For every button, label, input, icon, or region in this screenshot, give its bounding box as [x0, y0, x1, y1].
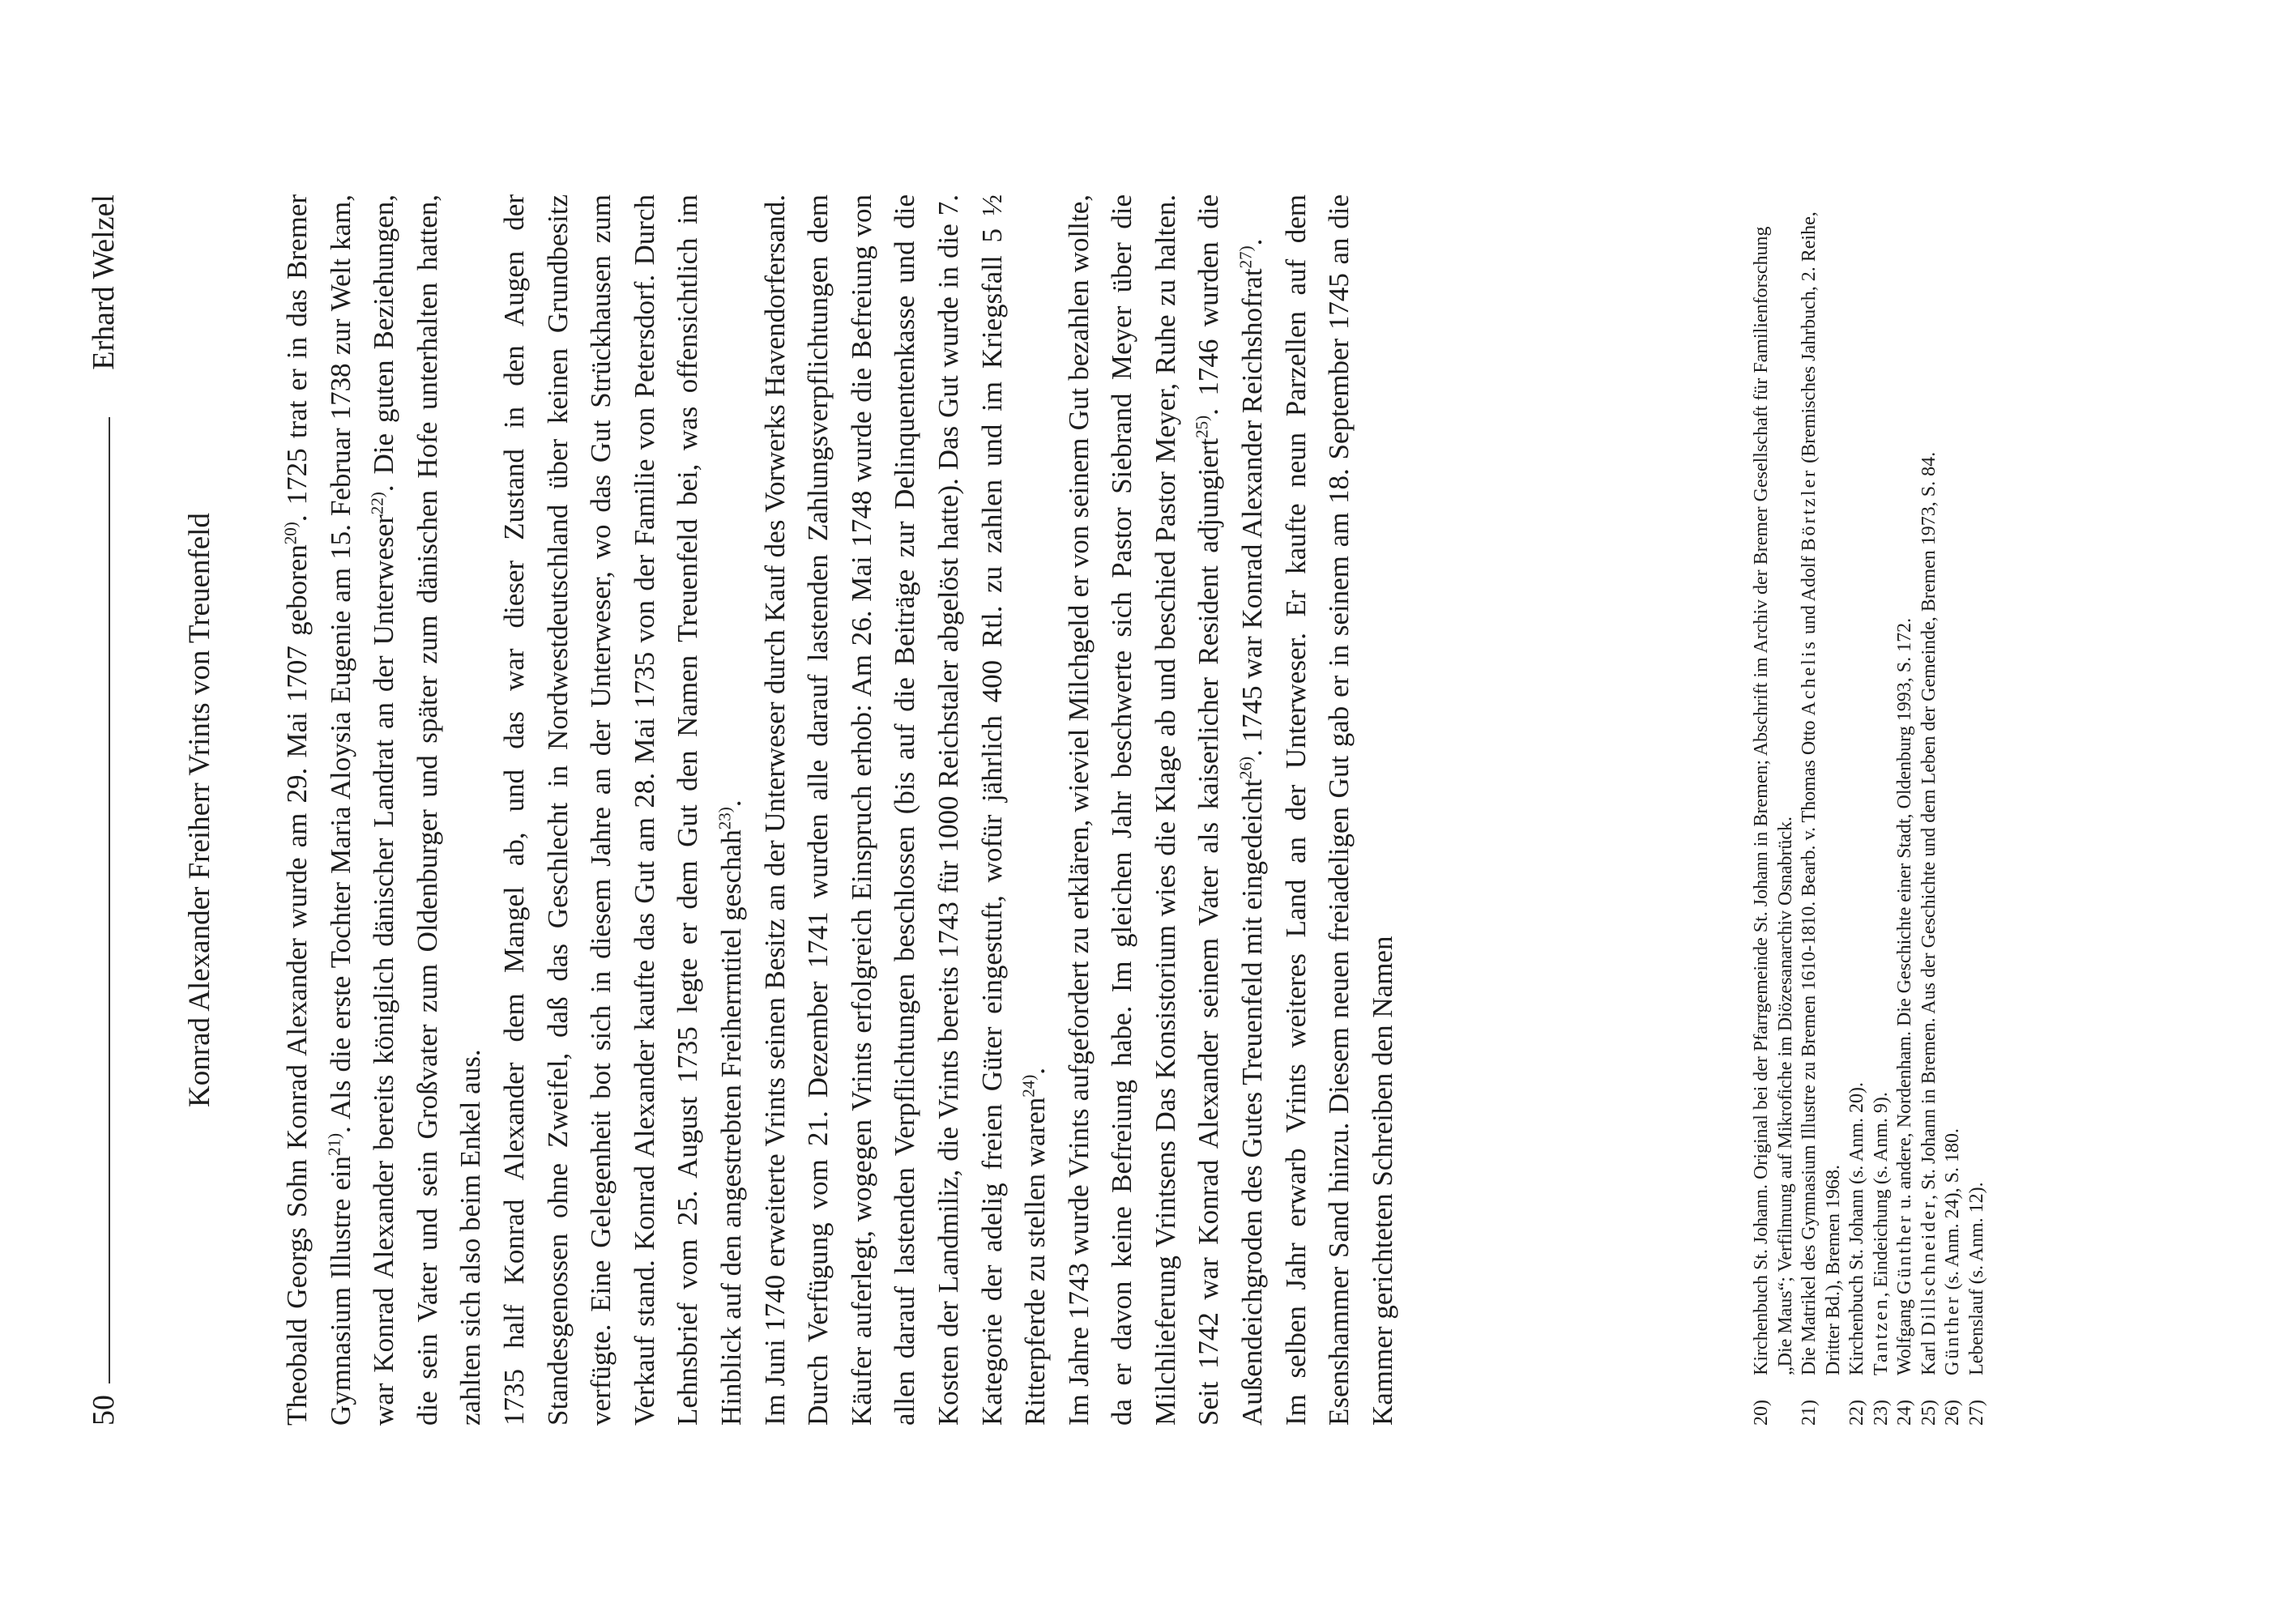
footnote-text	[1750, 194, 1798, 1375]
footnote-22	[1846, 194, 1870, 1426]
footnote-text	[1918, 194, 1942, 1375]
footnote-ref-23: 23)	[715, 807, 735, 830]
footnote-ref-22: 22)	[367, 492, 387, 515]
author-name: Achelis	[1799, 639, 1820, 716]
text-run: Im Juni 1740 erweiterte Vrints seinen Besitz an der Unterweser durch Kauf des Vorwerks Havendorfersand. Durch Verfügung vom 21. Dezember 1741 wurden alle darauf lastenden Zahlungsverpflichtungen dem Käufer auferlegt, wogegen Vrints erfolgreich Einspruch erhob: Am 26. Mai 1748 wurde die Befreiung von allen darauf lastenden Verpflichtungen beschlossen (bis auf die Beiträge zur Delinquentenkasse und die Kosten der Landmiliz, die Vrints bereits 1743 für 1000 Reichstaler abgelöst hatte). Das Gut wurde in die 7. Kategorie der adelig freien Güter eingestuft, wofür jährlich 400 Rtl. zu zahlen und im Kriegsfall 5 ½ Ritterpferde zu stellen waren	[758, 194, 1052, 1426]
footnote-ref-26: 26)	[1235, 757, 1256, 779]
running-header	[81, 194, 130, 1426]
footnote-ref-20: 20)	[280, 522, 301, 545]
paragraph-4	[1057, 194, 1274, 1426]
section-title: Konrad Alexander Freiherr Vrints von Treuenfeld	[183, 513, 216, 1107]
footnote-25	[1918, 194, 1942, 1426]
text-run: (Bremisches Jahrbuch, 2. Reihe, Dritter Bd.), Bremen 1968.	[1799, 211, 1844, 1375]
footnote-ref-25: 25)	[1192, 415, 1212, 438]
footnote-20	[1750, 194, 1798, 1426]
book-page	[81, 194, 2220, 1426]
footnote-number: 24)	[1894, 1400, 1915, 1426]
paragraph-3	[753, 194, 1057, 1426]
text-run: .	[1236, 238, 1269, 246]
text-run: . 1725 trat er in das Bremer Gymnasium Illustre ein	[281, 194, 356, 1426]
footnote-text	[1846, 194, 1870, 1375]
footnote-ref-24: 24)	[1018, 1074, 1039, 1098]
text-run: Im selben Jahr erwarb Vrints weiteres Land an der Unterweser. Er kaufte neun Parzellen auf dem Esenshammer Sand hinzu. Diesem neuen freiadeligen Gut gab er in seinem am 18. September 1745 an die Kammer gerichteten Schreiben den Namen	[1279, 194, 1398, 1426]
author-name: Tantzen	[1870, 1297, 1892, 1375]
paragraph-1	[275, 194, 493, 1426]
text-run: Kirchenbuch St. Johann (s. Anm. 20).	[1846, 1082, 1867, 1375]
text-run: , St. Johann in Bremen. Aus der Geschichte und dem Leben der Gemeinde, Bremen 1973, S. 84.	[1918, 451, 1940, 1200]
footnote-text	[1893, 194, 1918, 1375]
footnote-text	[1798, 194, 1846, 1375]
footnote-text	[1870, 194, 1894, 1375]
text-run: 1735 half Konrad Alexander dem Mangel ab, und das war dieser Zustand in den Augen der Standesgenossen ohne Zweifel, daß das Geschlecht in Nordwestdeutschland über keinen Grundbesitz verfügte. Eine Gelegenheit bot sich in diesem Jahre an der Unterweser, wo das Gut Strückhausen zum Verkauf stand. Konrad Alexander kaufte das Gut am 28. Mai 1735 von der Familie von Petersdorf. Durch Lehnsbrief vom 25. August 1735 legte er dem Gut den Namen Treuenfeld bei, was offensichtlich im Hinblick auf den angestrebten Freiherrntitel geschah	[497, 194, 747, 1426]
text-run: .	[1019, 1068, 1052, 1075]
footnote-number: 22)	[1846, 1400, 1867, 1426]
footnote-number: 21)	[1799, 1400, 1820, 1426]
text-run: (s. Anm. 24), S. 180.	[1942, 1128, 1963, 1295]
author-name: Börtzler	[1799, 467, 1820, 552]
running-head-author: Erhard Welzel	[87, 194, 121, 370]
footnote-21	[1798, 194, 1846, 1426]
footnote-number: 20)	[1751, 1400, 1772, 1426]
author-name: Günther	[1894, 1213, 1915, 1294]
text-run: und Adolf	[1799, 551, 1820, 640]
text-run: .	[715, 799, 747, 808]
page-number: 50	[87, 1395, 121, 1426]
footnote-24	[1893, 194, 1918, 1426]
text-run: , Eindeichung (s. Anm. 9).	[1870, 1092, 1892, 1298]
footnote-23	[1870, 194, 1894, 1426]
text-run: . Die guten Beziehungen, die sein Vater und sein Großvater zum Oldenburger und später zum dänischen Hofe unterhalten hatten, zahlten sich also beim Enkel aus.	[368, 194, 487, 1426]
text-run: Theobald Georgs Sohn Konrad Alexander wurde am 29. Mai 1707 geboren	[281, 544, 313, 1426]
footnote-ref-21: 21)	[323, 1132, 344, 1156]
footnote-text	[1965, 194, 1990, 1375]
footnote-number: 27)	[1965, 1400, 1987, 1426]
footnotes	[1750, 194, 1989, 1426]
header-rule	[109, 417, 110, 1383]
text-run: Im Jahre 1743 wurde Vrints aufgefordert zu erklären, wieviel Milchgeld er von seinem Gut bezahlen wollte, da er davon keine Befreiung habe. Im gleichen Jahr beschwerte sich Pastor Siebrand Meyer über die Milchlieferung Vrintsens Das Konsistorium wies die Klage ab und beschied Pastor Meyer, Ruhe zu halten. Seit 1742 war Konrad Alexander seinem Vater als kaiserlicher Resident adjungiert	[1062, 194, 1225, 1426]
author-name: Dillschneider	[1918, 1200, 1940, 1336]
text-run: . 1746 wurden die Außendeichgroden des Gutes Treuenfeld mit eingedeicht	[1193, 194, 1269, 1426]
footnote-26	[1941, 194, 1965, 1426]
text-run: Die Matrikel des Gymnasium Illustre zu Bremen 1610-1810. Bearb. v. Thomas Otto	[1799, 715, 1820, 1375]
text-run: . 1745 war Konrad Alexander Reichshofrat	[1236, 268, 1269, 757]
text-run: Lebenslauf (s. Anm. 12).	[1965, 1182, 1987, 1375]
paragraph-2	[493, 194, 753, 1426]
footnote-ref-27: 27)	[1235, 245, 1256, 269]
text-run: u. andere, Nordenham. Die Geschichte einer Stadt, Oldenburg 1993, S. 172.	[1894, 617, 1915, 1214]
text-run: Wolfgang	[1894, 1294, 1915, 1375]
text-run: . Als die erste Tochter Maria Aloysia Eugenie am 15. Februar 1738 zur Welt kam, war Konrad Alexander bereits königlich dänischer Landrat an der Unterweser	[324, 194, 400, 1426]
text-run: Kirchenbuch St. Johann. Original bei der Pfarrgemeinde St. Johann in Bremen; Abschrift im Archiv der Bremer Gesellschaft für Familienforschung „Die Maus“; Verfilmung auf Mikrofiche im Diözesanarchiv Osnabrück.	[1751, 226, 1796, 1375]
footnote-number: 25)	[1918, 1400, 1940, 1426]
text-run: Karl	[1918, 1336, 1940, 1375]
body-text	[275, 194, 1404, 1426]
footnote-27	[1965, 194, 1990, 1426]
footnote-text	[1941, 194, 1965, 1375]
author-name: Günther	[1942, 1294, 1963, 1375]
paragraph-5	[1274, 194, 1405, 1426]
footnote-number: 26)	[1942, 1400, 1963, 1426]
footnote-number: 23)	[1870, 1400, 1892, 1426]
